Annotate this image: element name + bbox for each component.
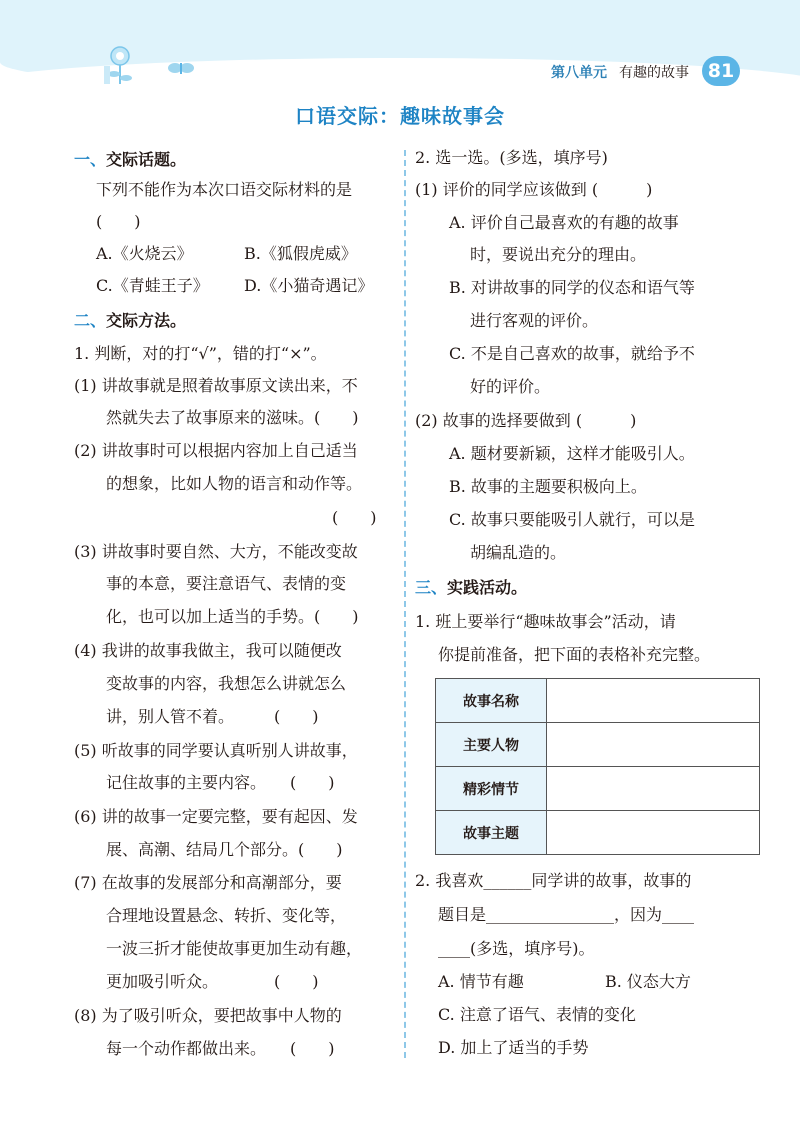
column-divider bbox=[404, 150, 406, 1058]
judge-line: (4) 我讲的故事我做主，我可以随便改 bbox=[74, 641, 342, 660]
section-2-heading bbox=[74, 311, 186, 331]
choose-line: A. 评价自己最喜欢的有趣的故事 bbox=[449, 213, 679, 232]
fill-option-c: C. 注意了语气、表情的变化 bbox=[438, 1005, 636, 1024]
judge-line: 展、高潮、结局几个部分。( ) bbox=[106, 840, 343, 859]
sun-flower-icon bbox=[104, 47, 132, 84]
section-1-heading bbox=[74, 150, 186, 170]
q1-answer-bracket: ( ) bbox=[96, 212, 141, 231]
activity-line: 1. 班上要举行“趣味故事会”活动，请 bbox=[415, 612, 676, 631]
judge-line: 变故事的内容，我想怎么讲就怎么 bbox=[106, 674, 347, 693]
table-answer-cell[interactable] bbox=[547, 723, 760, 767]
judge-line: (5) 听故事的同学要认真听别人讲故事， bbox=[74, 741, 358, 760]
section-2-label: 交际方法。 bbox=[106, 311, 187, 330]
table-answer-cell[interactable] bbox=[547, 679, 760, 723]
table-answer-cell[interactable] bbox=[547, 767, 760, 811]
judge-line: 一波三折才能使故事更加生动有趣， bbox=[106, 939, 363, 958]
table-row bbox=[436, 679, 760, 723]
choose-line: 好的评价。 bbox=[470, 377, 551, 396]
choose-line: (1) 评价的同学应该做到 ( ) bbox=[415, 180, 653, 199]
judge-line: 更加吸引听众。 ( ) bbox=[106, 972, 319, 991]
judge-line: (3) 讲故事时要自然、大方，不能改变故 bbox=[74, 542, 358, 561]
choose-line: B. 对讲故事的同学的仪态和语气等 bbox=[449, 278, 695, 297]
judge-line: (8) 为了吸引听众，要把故事中人物的 bbox=[74, 1006, 342, 1025]
judge-line: ( ) bbox=[332, 508, 377, 527]
choose-line: B. 故事的主题要积极向上。 bbox=[449, 477, 647, 496]
judge-line: 讲，别人管不着。 ( ) bbox=[106, 707, 319, 726]
butterfly-icon bbox=[168, 63, 194, 74]
judge-line: 合理地设置悬念、转折、变化等， bbox=[106, 906, 347, 925]
q1-stem-line: 下列不能作为本次口语交际材料的是 bbox=[96, 180, 353, 199]
table-label-story-name: 故事名称 bbox=[436, 679, 547, 723]
table-answer-cell[interactable] bbox=[547, 811, 760, 855]
choose-line: 时，要说出充分的理由。 bbox=[470, 245, 647, 264]
choose-line: 胡编乱造的。 bbox=[470, 543, 567, 562]
judge-line: (7) 在故事的发展部分和高潮部分，要 bbox=[74, 873, 342, 892]
section-1-number: 一、 bbox=[74, 150, 107, 169]
judge-line: 记住故事的主要内容。 ( ) bbox=[106, 773, 335, 792]
story-plan-table bbox=[435, 678, 760, 855]
choose-line: (2) 故事的选择要做到 ( ) bbox=[415, 411, 637, 430]
fill-option-d: D. 加上了适当的手势 bbox=[438, 1038, 589, 1057]
fill-line: 2. 我喜欢______同学讲的故事，故事的 bbox=[415, 871, 692, 890]
table-row bbox=[436, 811, 760, 855]
q1-option-d: D.《小猫奇遇记》 bbox=[244, 276, 374, 295]
fill-option-a: A. 情节有趣 bbox=[438, 972, 524, 991]
table-label-story-theme: 故事主题 bbox=[436, 811, 547, 855]
table-row bbox=[436, 767, 760, 811]
section-3-heading bbox=[415, 578, 527, 598]
judge-line: 化，也可以加上适当的手势。( ) bbox=[106, 607, 359, 626]
choose-line: C. 故事只要能吸引人就行，可以是 bbox=[449, 510, 695, 529]
judge-line: 然就失去了故事原来的滋味。( ) bbox=[106, 408, 359, 427]
activity-line: 你提前准备，把下面的表格补充完整。 bbox=[438, 645, 711, 664]
judge-line: (1) 讲故事就是照着故事原文读出来，不 bbox=[74, 376, 358, 395]
table-label-main-characters: 主要人物 bbox=[436, 723, 547, 767]
judge-line: (2) 讲故事时可以根据内容加上自己适当 bbox=[74, 441, 358, 460]
fill-option-b: B. 仪态大方 bbox=[605, 972, 691, 991]
unit-name: 有趣的故事 bbox=[619, 65, 689, 81]
fill-line: 题目是________________，因为____ bbox=[438, 905, 695, 924]
fill-line: ____(多选，填序号)。 bbox=[438, 939, 595, 958]
section-3-number: 三、 bbox=[415, 578, 448, 597]
section-1-label: 交际话题。 bbox=[106, 150, 187, 169]
choose-intro: 2. 选一选。(多选，填序号) bbox=[415, 148, 608, 167]
choose-line: C. 不是自己喜欢的故事，就给予不 bbox=[449, 344, 695, 363]
page-number-badge: 81 bbox=[702, 56, 740, 86]
judge-line: 事的本意，要注意语气、表情的变 bbox=[106, 574, 347, 593]
judge-line: (6) 讲的故事一定要完整，要有起因、发 bbox=[74, 807, 358, 826]
unit-label: 第八单元 bbox=[551, 65, 607, 81]
choose-line: A. 题材要新颖，这样才能吸引人。 bbox=[449, 444, 695, 463]
flower-butterfly-decoration bbox=[96, 38, 206, 88]
judge-line: 的想象，比如人物的语言和动作等。 bbox=[106, 474, 363, 493]
q1-option-b: B.《狐假虎威》 bbox=[244, 244, 357, 263]
page-title: 口语交际：趣味故事会 bbox=[295, 104, 505, 128]
table-label-highlight-plot: 精彩情节 bbox=[436, 767, 547, 811]
section-3-label: 实践活动。 bbox=[447, 578, 528, 597]
section-2-number: 二、 bbox=[74, 311, 107, 330]
choose-line: 进行客观的评价。 bbox=[470, 311, 599, 330]
q1-option-a: A.《火烧云》 bbox=[96, 244, 193, 263]
q1-option-c: C.《青蛙王子》 bbox=[96, 276, 209, 295]
judge-intro: 1. 判断，对的打“√”，错的打“×”。 bbox=[74, 344, 327, 363]
judge-line: 每一个动作都做出来。 ( ) bbox=[106, 1039, 335, 1058]
table-row bbox=[436, 723, 760, 767]
